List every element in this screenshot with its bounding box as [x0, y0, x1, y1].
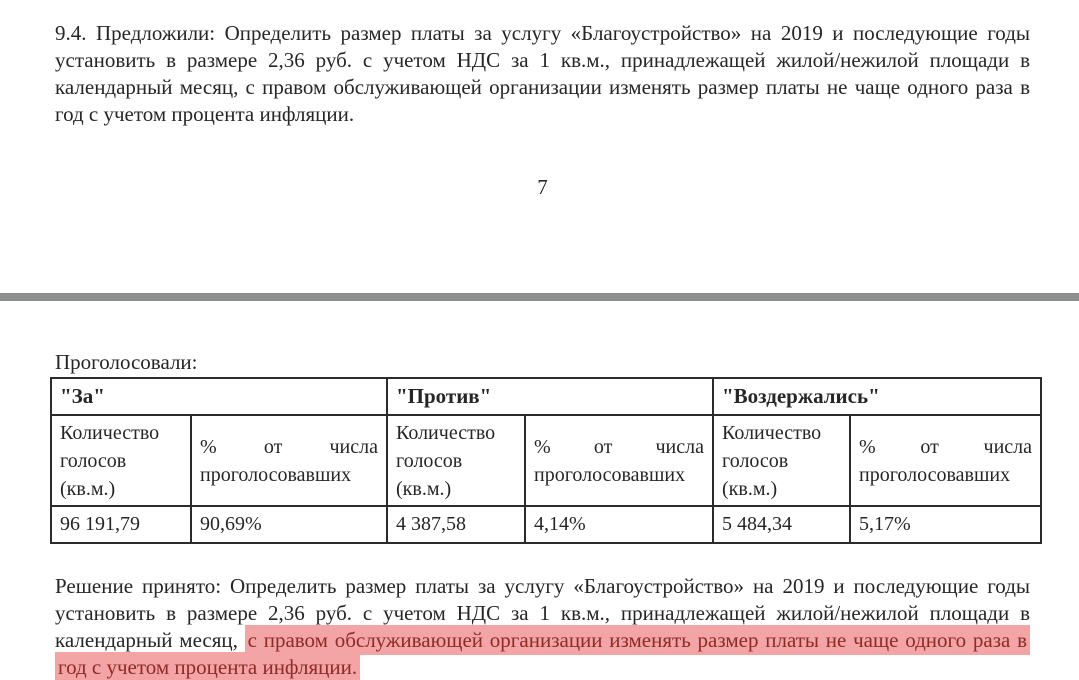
vozderzhalis-percent-header: % от числа проголосовавших: [850, 415, 1041, 506]
protiv-percent-value: 4,14%: [525, 506, 713, 543]
vozderzhalis-count-header: Количество голосов (кв.м.): [713, 415, 850, 506]
vote-table: [50, 377, 1042, 544]
protiv-count-value: 4 387,58: [387, 506, 525, 543]
za-count-value: 96 191,79: [51, 506, 191, 543]
vote-column-header-row: [51, 415, 1041, 506]
proposal-paragraph: 9.4. Предложили: Определить размер платы за услугу «Благоустройство» на 2019 и последующие годы установить в размере 2,36 руб. с учетом НДС за 1 кв.м., принадлежащей жилой/нежилой площади в календарный месяц, с правом обслуживающей организации изменять размер платы не чаще одного раза в год с учетом процента инфляции.: [55, 21, 1030, 126]
decision-paragraph: [55, 573, 1030, 680]
decision-highlighted-text: с правом обслуживающей организации изменять размер платы не чаще одного раза в год с учетом процента инфляции.: [55, 625, 1030, 680]
za-count-header: Количество голосов (кв.м.): [51, 415, 191, 506]
page-number: 7: [537, 175, 548, 199]
group-header-vozderzhalis: "Воздержались": [713, 378, 1041, 415]
protiv-count-header: Количество голосов (кв.м.): [387, 415, 525, 506]
decision-normal-text: Решение принято: Определить размер платы за услугу «Благоустройство» на 2019 и последующие годы установить в размере 2,36 руб. с учетом НДС за 1 кв.м., принадлежащей жилой/нежилой площади в календарный месяц,: [55, 574, 1030, 652]
za-percent-value: 90,69%: [191, 506, 387, 543]
page-break-divider: [0, 293, 1079, 301]
vote-group-header-row: [51, 378, 1041, 415]
vozderzhalis-percent-value: 5,17%: [850, 506, 1041, 543]
group-header-protiv: "Против": [387, 378, 713, 415]
voted-label: Проголосовали:: [55, 350, 198, 374]
protiv-percent-header: % от числа проголосовавших: [525, 415, 713, 506]
za-percent-header: % от числа проголосовавших: [191, 415, 387, 506]
vote-values-row: [51, 506, 1041, 543]
vozderzhalis-count-value: 5 484,34: [713, 506, 850, 543]
group-header-za: "За": [51, 378, 387, 415]
